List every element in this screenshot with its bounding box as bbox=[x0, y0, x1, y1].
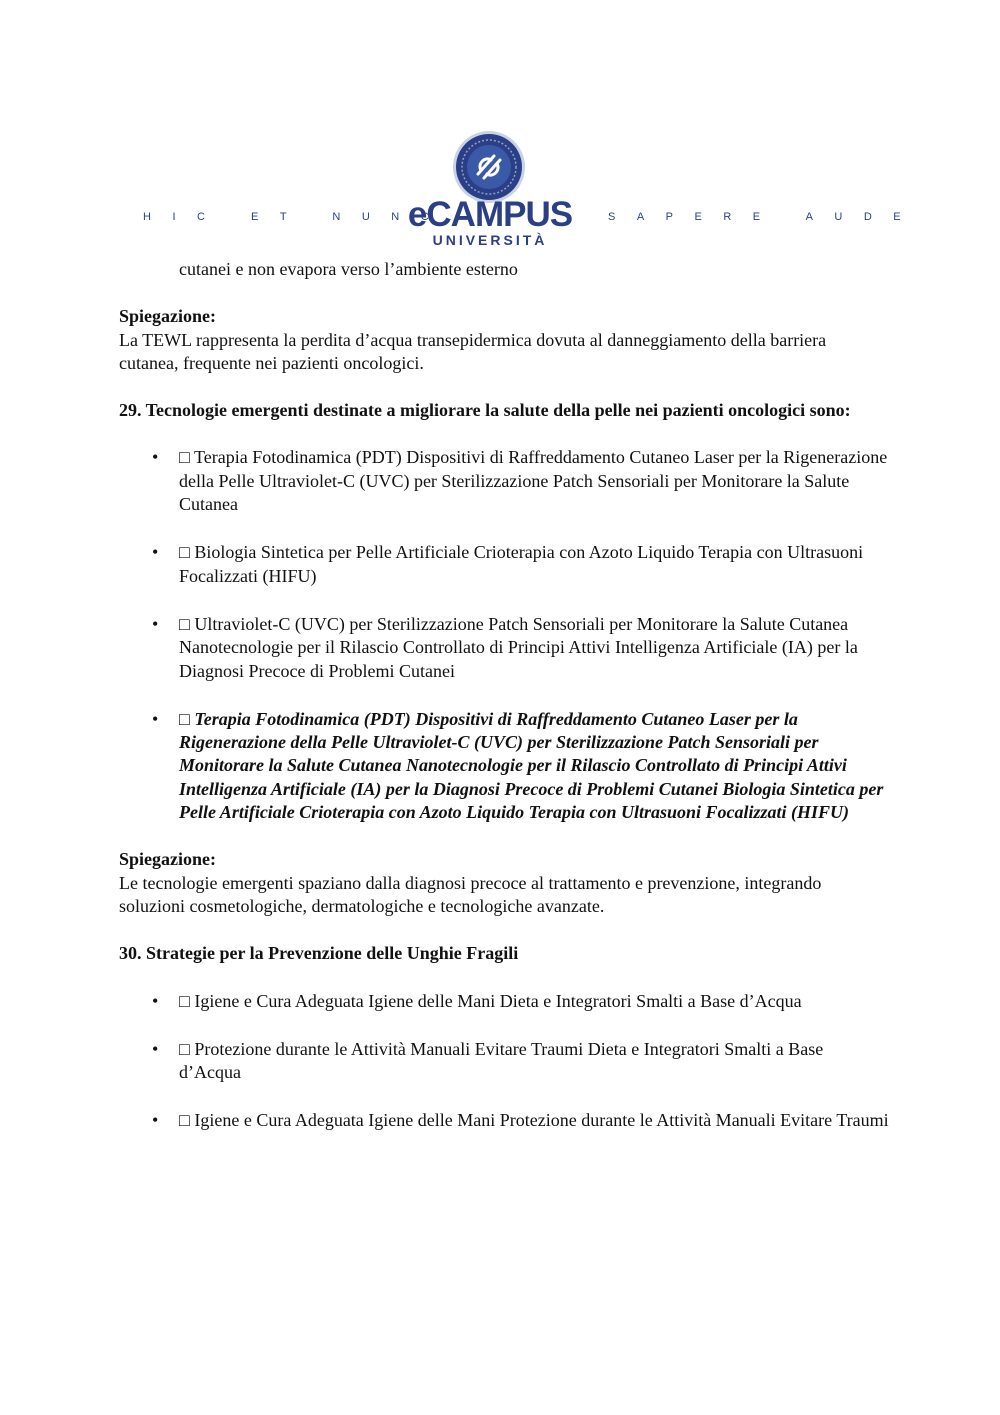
correct-option-text: Terapia Fotodinamica (PDT) Dispositivi di Raffreddamento Cutaneo Laser per la Rigenerazione della Pelle Ultraviolet-C (UVC) per Sterilizzazione Patch Sensoriali per Monitorare la Salute Cutanea Nanotecnologie per il Rilascio Controllato di Principi Attivi Intelligenza Artificiale (IA) per la Diagnosi Precoce di Problemi Cutanei Biologia Sintetica per Pelle Artificiale Crioterapia con Azoto Liquido Terapia con Ultrasuoni Focalizzati (HIFU) bbox=[179, 708, 884, 823]
question-29-options bbox=[119, 446, 889, 824]
bullet-icon: • bbox=[152, 1038, 159, 1059]
question-30-options bbox=[119, 990, 889, 1133]
brand-subtitle: UNIVERSITÀ bbox=[432, 232, 548, 248]
bullet-icon: • bbox=[152, 613, 159, 634]
option-text: □ Igiene e Cura Adeguata Igiene delle Mani Protezione durante le Attività Manuali Evitare Traumi bbox=[179, 1110, 889, 1131]
explanation-text: La TEWL rappresenta la perdita d’acqua transepidermica dovuta al danneggiamento della barriera cutanea, frequente nei pazienti oncologici. bbox=[119, 329, 827, 373]
option-text: □ Igiene e Cura Adeguata Igiene delle Mani Dieta e Integratori Smalti a Base d’Acqua bbox=[179, 990, 802, 1011]
continuation-line: cutanei e non evapora verso l’ambiente esterno bbox=[179, 259, 518, 279]
option-29-3 bbox=[119, 613, 889, 683]
option-30-3 bbox=[119, 1109, 889, 1132]
option-29-1 bbox=[119, 446, 889, 516]
option-29-2 bbox=[119, 541, 889, 588]
bullet-icon: • bbox=[152, 708, 159, 729]
option-text: □ Protezione durante le Attività Manuali Evitare Traumi Dieta e Integratori Smalti a Base d’Acqua bbox=[179, 1038, 824, 1083]
university-seal-icon bbox=[452, 130, 526, 204]
option-text: □ Terapia Fotodinamica (PDT) Dispositivi di Raffreddamento Cutaneo Laser per la Rigenerazione della Pelle Ultraviolet-C (UVC) per Sterilizzazione Patch Sensoriali per Monitorare la Salute Cutanea bbox=[179, 447, 888, 515]
option-30-1 bbox=[119, 990, 889, 1013]
document-body bbox=[119, 258, 889, 1133]
explanation-label: Spiegazione: bbox=[119, 849, 216, 870]
explanation-label: Spiegazione: bbox=[119, 306, 216, 327]
bullet-icon: • bbox=[152, 990, 159, 1011]
bullet-icon: • bbox=[152, 447, 159, 468]
option-30-2 bbox=[119, 1038, 889, 1085]
brand-name: eCAMPUS bbox=[407, 195, 573, 234]
option-text: □ Biologia Sintetica per Pelle Artificiale Crioterapia con Azoto Liquido Terapia con Ultrasuoni Focalizzati (HIFU) bbox=[179, 542, 864, 586]
bullet-icon: • bbox=[152, 1110, 159, 1131]
checkbox-prefix: □ bbox=[179, 708, 195, 729]
bullet-icon: • bbox=[152, 542, 159, 563]
motto-right: SAPERE AUDE bbox=[608, 211, 923, 223]
page-header bbox=[0, 0, 1000, 260]
explanation-text: Le tecnologie emergenti spaziano dalla diagnosi precoce al trattamento e prevenzione, integrando soluzioni cosmetologiche, dermatologiche e tecnologiche avanzate. bbox=[119, 872, 822, 916]
option-29-correct bbox=[119, 708, 889, 824]
question-30-title: 30. Strategie per la Prevenzione delle Unghie Fragili bbox=[119, 943, 519, 964]
option-text: □ Ultraviolet-C (UVC) per Sterilizzazione Patch Sensoriali per Monitorare la Salute Cutanea Nanotecnologie per il Rilascio Controllato di Principi Attivi Intelligenza Artificiale (IA) per la Diagnosi Precoce di Problemi Cutanei bbox=[179, 613, 858, 681]
question-29-title: 29. Tecnologie emergenti destinate a migliorare la salute della pelle nei pazienti oncologici sono: bbox=[119, 400, 851, 421]
motto-left: HIC ET NUNC bbox=[143, 211, 451, 223]
